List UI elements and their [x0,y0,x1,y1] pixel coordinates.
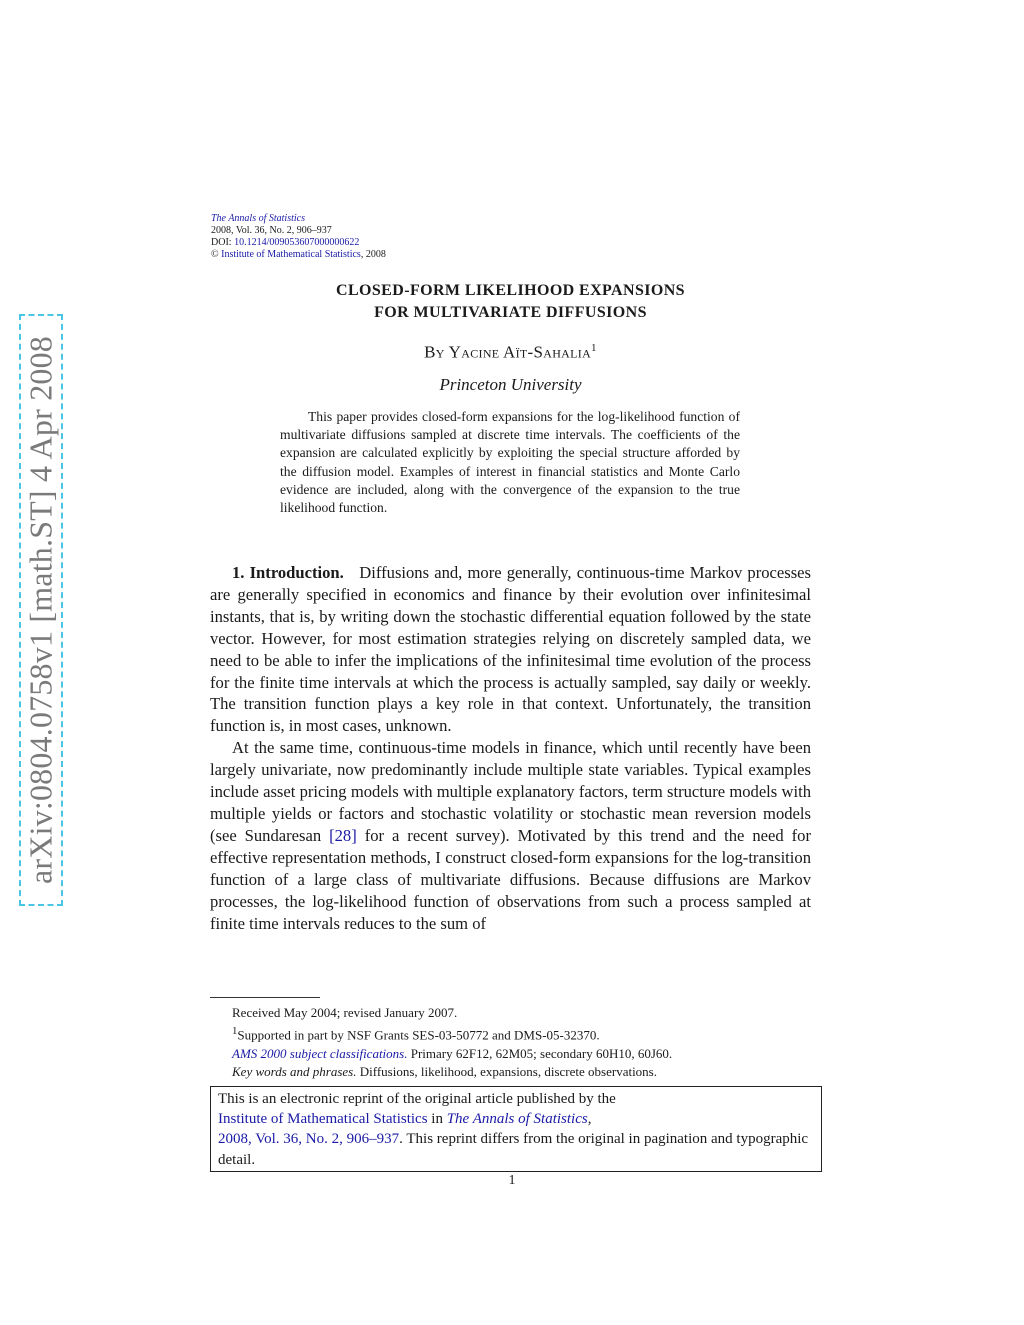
reprint-journal-link[interactable]: The Annals of Statistics [446,1111,588,1128]
reprint-rest: . This reprint differs from the original in pagination and typographic detail. [218,1131,809,1168]
doi-link[interactable]: 10.1214/009053607000000622 [234,237,360,248]
section-heading: 1. Introduction. [232,563,344,582]
doi-line [211,237,386,249]
support-mark: 1 [232,1025,238,1038]
author-prefix: By [424,342,445,362]
volume-line: 2008, Vol. 36, No. 2, 906–937 [211,225,332,236]
keywords [210,1063,811,1081]
author-affiliation: Princeton University [439,375,582,394]
keywords-label: Key words and phrases. [232,1063,357,1079]
paper-title [210,280,811,324]
support-note [210,1022,811,1045]
footnote-rule [210,997,320,998]
arxiv-id: arXiv:0804.0758v1 [math.ST] 4 Apr 2008 [22,336,59,884]
introduction [210,562,811,934]
keywords-text: Diffusions, likelihood, expansions, discrete observations. [356,1063,657,1079]
arxiv-stamp[interactable] [19,314,63,906]
ams-classification [210,1045,811,1063]
intro-paragraph-2 [210,737,811,934]
reprint-in: in [427,1111,447,1128]
ims-link[interactable]: Institute of Mathematical Statistics [221,249,361,260]
reprint-line-1: This is an electronic reprint of the original article published by the [218,1091,616,1107]
author-name: Yacine Aït-Sahalia [448,342,592,362]
reprint-notice [210,1086,822,1172]
author-footnote-mark: 1 [591,342,597,354]
title-line-2: FOR MULTIVARIATE DIFFUSIONS [374,304,647,321]
support-text: Supported in part by NSF Grants SES-03-50772 and DMS-05-32370. [237,1027,600,1043]
page-number: 1 [508,1173,516,1188]
intro-p1-text: Diffusions and, more generally, continuous-time Markov processes are generally specified in economics and finance by their evolution over infinitesimal instants, that is, by writing down the stochastic differential equation followed by the state vector. However, for most estimation strategies relying on discretely sampled data, we need to be able to infer the implications of the infinitesimal time evolution of the process for the finite time intervals at which the process is actually sampled, say daily or weekly. The transition function plays a key role in that context. Unfortunately, the transition function is, in most cases, unknown. [210,563,811,736]
intro-p2-text-b: for a recent survey). Motivated by this trend and the need for effective representation methods, I construct closed-form expansions for the log-transition function of a large class of multivariate diffusions. Because diffusions are Markov processes, the log-likelihood function of observations from such a process sampled at finite time intervals reduces to the sum of [210,825,811,933]
intro-paragraph-1 [210,562,811,737]
copyright-line [211,249,386,261]
intro-p2-text-a: At the same time, continuous-time models in finance, which until recently have been largely univariate, now predominantly include multiple state variables. Typical examples include asset pricing models with multiple explanatory factors, term structure models with multiple yields or factors and stochastic volatility or stochastic mean reversion models (see Sundaresan [210,738,811,845]
journal-header [211,213,386,261]
reprint-ims-link[interactable]: Institute of Mathematical Statistics [218,1111,428,1128]
doi-label: DOI: [211,237,232,248]
reprint-comma: , [587,1111,592,1128]
author-line [210,342,811,363]
ams-codes: Primary 62F12, 62M05; secondary 60H10, 60J60. [407,1045,673,1061]
journal-link[interactable]: The Annals of Statistics [211,213,305,224]
citation-link[interactable]: [28] [329,825,357,845]
ams-link[interactable]: AMS 2000 subject classifications. [232,1045,408,1061]
copyright-year: , 2008 [360,249,386,260]
abstract: This paper provides closed-form expansions for the log-likelihood function of multivariate diffusions sampled at discrete time intervals. The coefficients of the expansion are calculated explicitly by exploiting the special structure afforded by the diffusion model. Examples of interest in financial statistics and Monte Carlo evidence are included, along with the convergence of the expansion to the true likelihood function. [280,409,740,516]
reprint-citation-link[interactable]: 2008, Vol. 36, No. 2, 906–937 [218,1131,400,1148]
copyright-icon: © [211,249,219,260]
footnotes [210,1004,811,1081]
title-line-1: CLOSED-FORM LIKELIHOOD EXPANSIONS [336,282,685,299]
received-note: Received May 2004; revised January 2007. [232,1005,458,1020]
